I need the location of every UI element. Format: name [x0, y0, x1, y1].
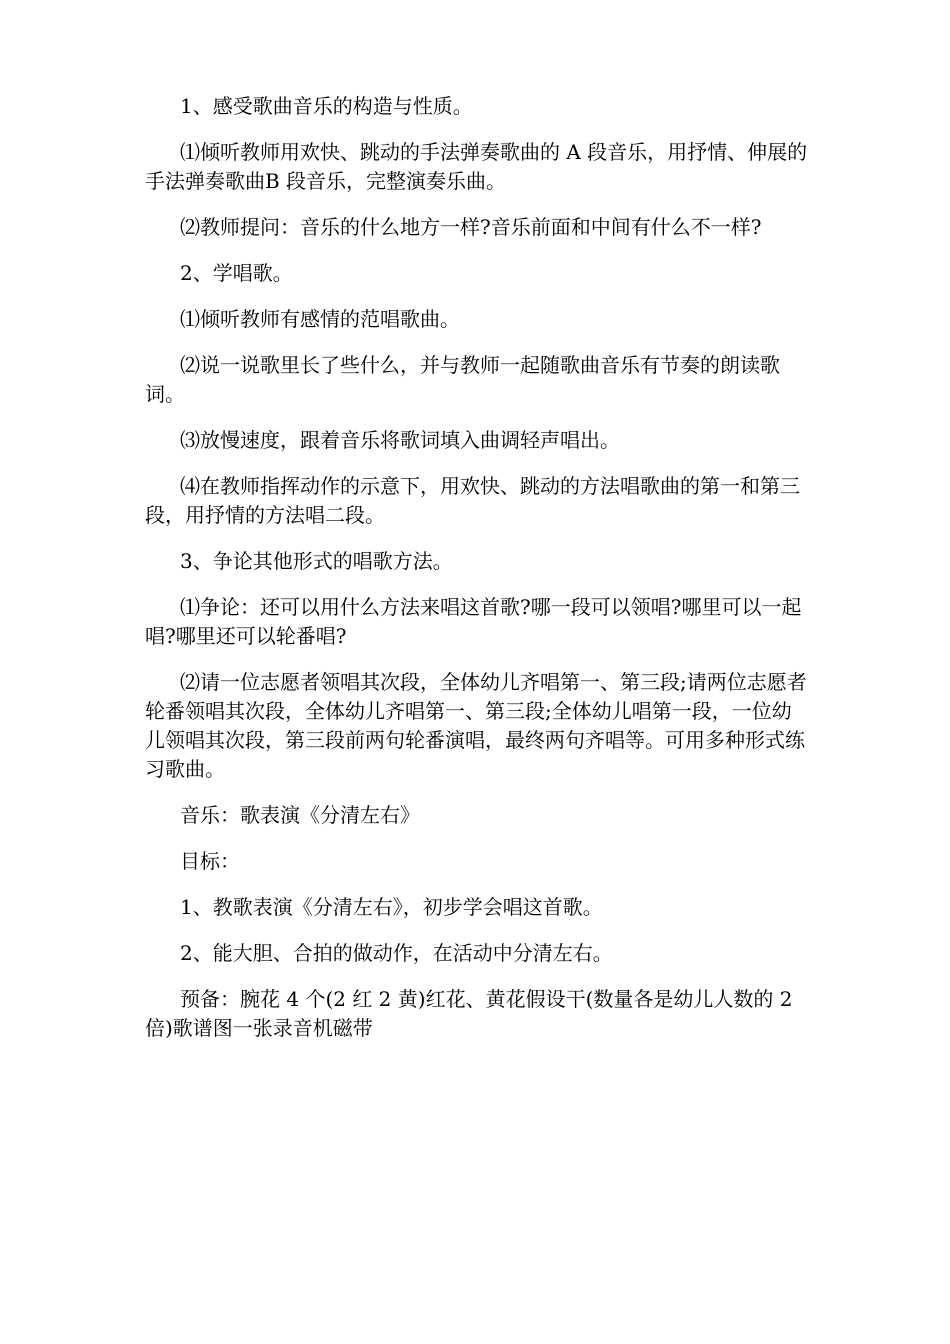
document-body: [145, 92, 810, 1060]
paragraph-15: 2、能大胆、合拍的做动作，在活动中分清左右。: [180, 941, 613, 965]
paragraph-13: 目标：: [180, 849, 240, 873]
paragraph-9: 3、争论其他形式的唱歌方法。: [180, 549, 453, 573]
paragraph-6: ⑵说一说歌里长了些什么，并与教师一起随歌曲音乐有节奏的朗读歌词。: [145, 353, 780, 406]
paragraph-8: ⑷在教师指挥动作的示意下，用欢快、跳动的方法唱歌曲的第一和第三段，用抒情的方法唱二段。: [145, 474, 800, 527]
paragraph-14: 1、教歌表演《分清左右》，初步学会唱这首歌。: [180, 895, 603, 919]
paragraph-1: 1、感受歌曲音乐的构造与性质。: [180, 94, 473, 118]
paragraph-3: ⑵教师提问：音乐的什么地方一样?音乐前面和中间有什么不一样?: [180, 215, 762, 239]
paragraph-16: 预备：腕花 4 个(2 红 2 黄)红花、黄花假设干(数量各是幼儿人数的 2 倍)歌谱图一张录音机磁带: [145, 987, 799, 1040]
paragraph-4: 2、学唱歌。: [180, 261, 293, 285]
paragraph-11: ⑵请一位志愿者领唱其次段，全体幼儿齐唱第一、第三段;请两位志愿者轮番领唱其次段，全体幼儿齐唱第一、第三段;全体幼儿唱第一段，一位幼儿领唱其次段，第三段前两句轮番演唱，最终两句齐唱等。可用多种形式练习歌曲。: [145, 670, 807, 781]
paragraph-7: ⑶放慢速度，跟着音乐将歌词填入曲调轻声唱出。: [180, 428, 620, 452]
paragraph-12: 音乐：歌表演《分清左右》: [180, 803, 420, 827]
paragraph-2: ⑴倾听教师用欢快、跳动的手法弹奏歌曲的 A 段音乐，用抒情、伸展的手法弹奏歌曲B 段音乐，完整演奏乐曲。: [145, 140, 808, 193]
paragraph-10: ⑴争论：还可以用什么方法来唱这首歌?哪一段可以领唱?哪里可以一起唱?哪里还可以轮番唱?: [145, 595, 802, 648]
paragraph-5: ⑴倾听教师有感情的范唱歌曲。: [180, 307, 460, 331]
